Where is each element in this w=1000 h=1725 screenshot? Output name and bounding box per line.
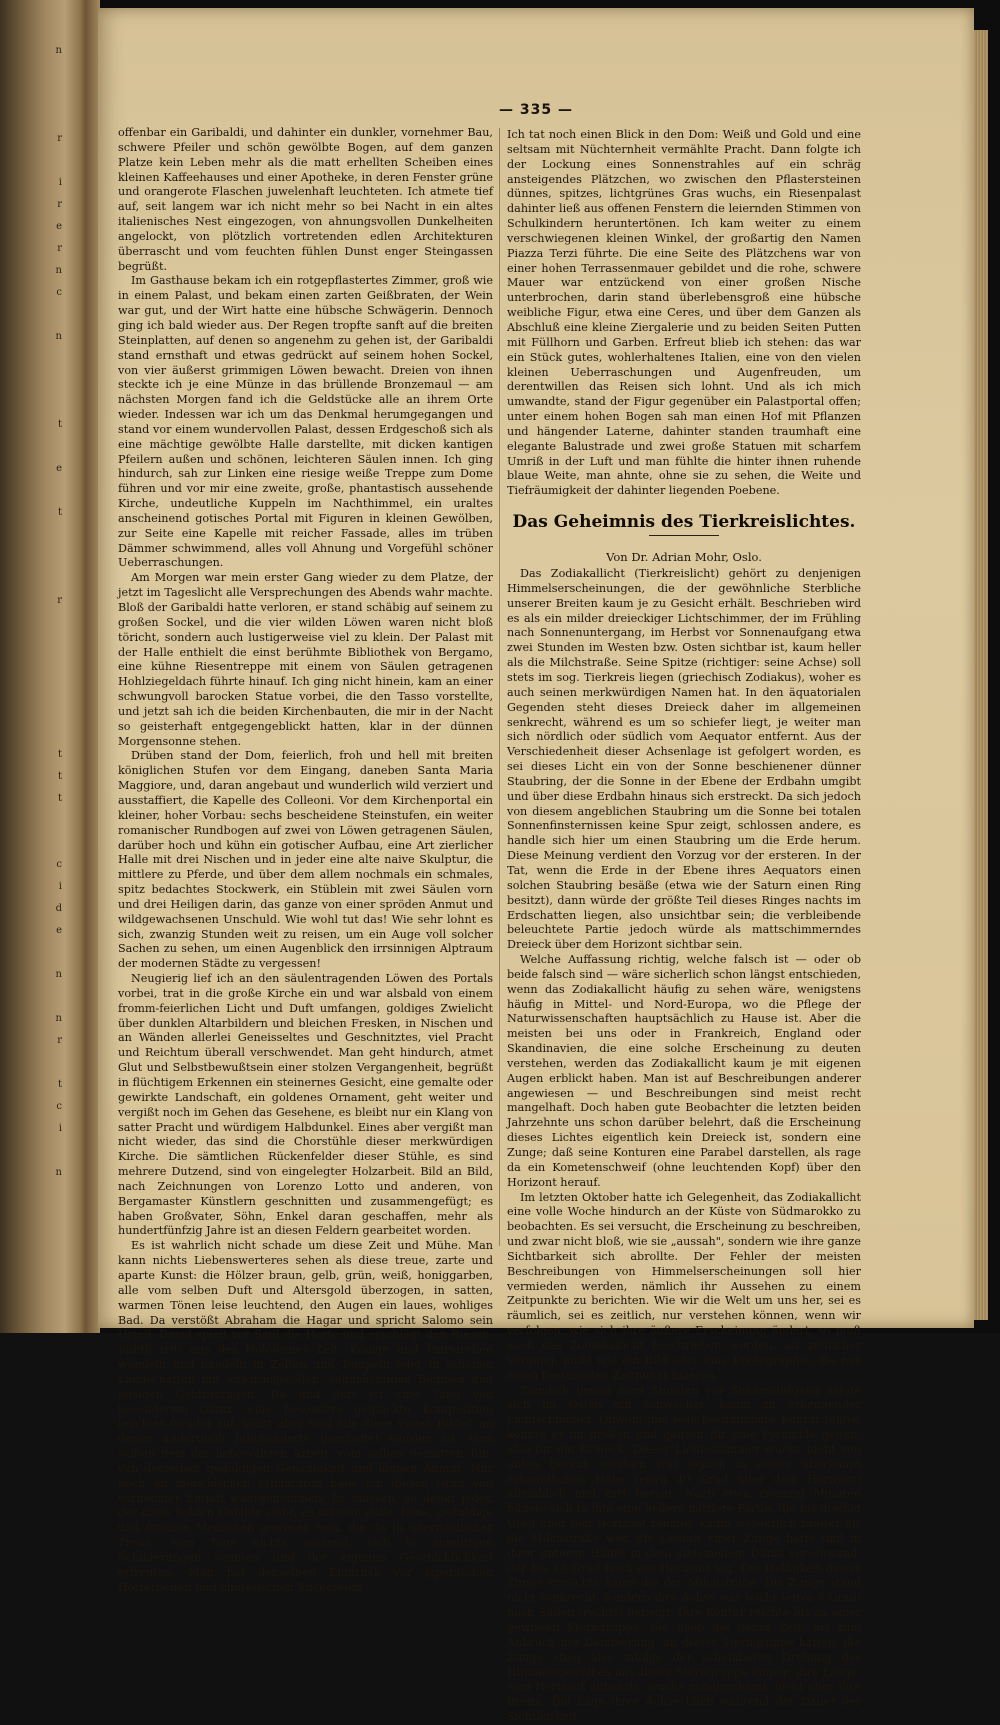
paragraph: Drüben stand der Dom, feierlich, froh und hell mit breiten königlichen Stufen vor dem Eingang, daneben Santa Maria Maggiore, und, daran angebaut und wunderlich wild verziert und ausstaffiert, die Kapelle des Colleoni. Vor dem Kirchenportal ein kleiner, hoher Vorbau: sechs bescheidene Steinstufen, ein weiter romanischer Rundbogen auf zwei von Löwen getragenen Säulen, darüber hoch und kühn ein gotischer Aufbau, eine Art zierlicher Halle mit drei Nischen und in jeder eine alte naive Skulptur, die mittlere zu Pferde, und über dem allem nochmals ein schmales, spitz bedachtes Stockwerk, ein Stüblein mit zwei Säulen vorn und drei Heiligen darin, das ganze von einer spröden Anmut und wildgewachsenen Unschuld. Wie wohl tut das! Wie sehr lohnt es sich, zwanzig Stunden weit zu reisen, um ein Auge voll solcher Sachen zu sehen, um einen Augenblick den irrsinnigen Alptraum der modernen Städte zu vergessen! xyxy=(118,749,493,971)
left-column xyxy=(118,126,493,1596)
title-divider xyxy=(649,535,719,536)
column-divider xyxy=(499,128,500,1246)
paragraph: offenbar ein Garibaldi, und dahinter ein dunkler, vornehmer Bau, schwere Pfeiler und schön gewölbte Bogen, auf dem ganzen Platze kein Leben mehr als die matt erhellten Scheiben eines kleinen Kaffeehauses und einer Apotheke, in deren Fenster grüne und orangerote Flaschen juwelenhaft leuchteten. Ich atmete tief auf, seit langem war ich nicht mehr so bei Nacht in ein altes italienisches Nest eingezogen, von ahnungsvollen Dunkelheiten angelockt, von plötzlich vortretenden edlen Architekturen überrascht und vom feuchten fühlen Dunst enger Steingassen begrüßt. xyxy=(118,126,493,273)
page-stack-edge xyxy=(974,30,988,1320)
paragraph: Im letzten Oktober hatte ich Gelegenheit, das Zodiakallicht eine volle Woche hindurch an der Küste von Südmarokko zu beobachten. Es sei versucht, die Erscheinung zu beschreiben, und zwar nicht bloß, wie sie „aussah", sondern wie ihre ganze Sichtbarkeit sich abrollte. Der Fehler der meisten Beschreibungen von Himmelserscheinungen soll hier vermieden werden, nämlich ihr Aussehen zu einem Zeitpunkte zu berichten. Wie wir die Welt um uns her, sei es räumlich, sei es zeitlich, nur verstehen können, wenn wir verfolgen, wie sich ihre äußere Erscheinung ändert, so muß auch das Zodiakallicht beschrieben werden, als zeitlicher Vorgang, nicht wie ein Bild oder eine Photographie, die nur einen bestimmten Zeitpunkt fixieren. xyxy=(507,1190,861,1382)
paragraph: Es ist wahrlich nicht schade um diese Zeit und Mühe. Man kann nichts Liebenswerteres sehen als diese treue, zarte und aparte Kunst: die Hölzer braun, gelb, grün, weiß, honiggarben, alle vom selben Duft und Altersgold überzogen, in satten, warmen Tönen leise leuchtend, den Augen ein laues, wohliges Bad. Da verstößt Abraham die Hagar und spricht Salomo sein Urteil, David spielt vor Saul die Harfe und erschlägt den Riesen, Judith tritt aus des Holofernes Zelt, Könige und Patriarchen wandeln und handeln in Zelten und Tempeln oder in schönen Landschaften mit ausdrucksvollen, sehnsüchtigen Bäumen und felsigen Gebirgszügen. Da und dort ist eine Tafel von besonderem Glanz, eine besonders geglückte Komposition leuchtet freudig auf, sonst aber sind alle diese vielen Bilder, an denen anderthalb Jahrhunderte gearbeitet worden ist, vom selben Reiz der liebevollsten Arbeit, vom selben tiefsatten Ton, von derselben geduldigen Genauigkeit und klugen Anmut. Nur noch an mönchischen Miniaturen habe ich diesen Grad von vornehmer Einfalt wahrgenommen. Es müssen, so denkt jeder, der diese holden Gebilde sieht, es müssen stille, feine, geduldige und fromme Menschen gewesen sein, die da in unermüdlicher Treue, vom Tage nichts wissend, sich in anmutigen Schilderungen sonnten und der eigenen Geschicklichkeit erfreuten. Man hat denselben Eindruck vor japanischen Holzarbeiten und chinesischen Stickereien. xyxy=(118,1239,493,1594)
paragraph: Im Gasthause bekam ich ein rotgepflastertes Zimmer, groß wie in einem Palast, und bekam einen zarten Geißbraten, der Wein war gut, und der Wirt hatte eine hübsche Schwägerin. Dennoch ging ich bald wieder aus. Der Regen tropfte sanft auf die breiten Steinplatten, auf denen so angenehm zu gehen ist, der Garibaldi stand ernsthaft und etwas gedrückt auf seinem hohen Sockel, von vier äußerst grimmigen Löwen bewacht. Dreien von ihnen steckte ich je eine Münze in das brüllende Bronzemaul — am nächsten Morgen fand ich die Geldstücke alle an ihrem Orte wieder. Indessen war ich um das Denkmal herumgegangen und stand vor einem wundervollen Palast, dessen Erdgeschoß sich als eine mächtige gewölbte Halle darstellte, mit dicken kantigen Pfeilern außen und schönen, leichteren Säulen innen. Ich ging hindurch, sah zur Linken eine riesige weiße Treppe zum Dome führen und vor mir eine zweite, große, phantastisch aussehende Kirche, undeutliche Kuppeln im Nachthimmel, ein uraltes anscheinend gotisches Portal mit Figuren in kleinen Gewölben, zur Seite eine Kapelle mit reicher Fassade, alles im trüben Dämmer schwimmend, alles voll Ahnung und Vorgefühl schöner Ueberraschungen. xyxy=(118,274,493,570)
page-number: — 335 — xyxy=(499,102,573,118)
paragraph: Am Morgen war mein erster Gang wieder zu dem Platze, der jetzt im Tageslicht alle Versprechungen des Abends wahr machte. Bloß der Garibaldi hatte verloren, er stand schäbig auf seinem zu großen Sockel, und die vier wilden Löwen waren nicht bloß töricht, sondern auch lustigerweise viel zu klein. Der Palast mit der Halle enthielt die einst berühmte Bibliothek von Bergamo, eine kühne Riesentreppe mit einem von Säulen getragenen Hohlziegeldach führte hinauf. Ich ging nicht hinein, kam an einer schwungvoll barocken Statue vorbei, die den Tasso vorstellte, und jetzt sah ich die beiden Kirchenbauten, die mir in der Nacht so geisterhaft entgegengeblickt hatten, klar in der dünnen Morgensonne stehen. xyxy=(118,571,493,748)
paragraph: Neugierig lief ich an den säulentragenden Löwen des Portals vorbei, trat in die große Kirche ein und war alsbald von einem fromm-feierlichen Licht und Duft umfangen, goldiges Zwielicht über dunklen Altarbildern und bleichen Fresken, in Nischen und an Wänden allerlei Geneisseltes und Geschnitztes, viel Pracht und Reichtum überall verschwendet. Man geht hindurch, atmet Glut und Selbstbewußtsein einer stolzen Vergangenheit, begrüßt in flüchtigem Erkennen ein steinernes Gesicht, eine gemalte oder gewirkte Landschaft, ein goldenes Ornament, geht weiter und vergißt noch im Gehen das Gesehene, es bleibt nur ein Klang von satter Pracht und würdigem Halbdunkel. Eines aber vergißt man nicht wieder, das sind die Chorstühle dieser merkwürdigen Kirche. Die sämtlichen Rückenfelder dieser Stühle, es sind mehrere Dutzend, sind von eingelegter Holzarbeit. Bild an Bild, nach Zeichnungen von Lorenzo Lotto und anderen, von Bergamaster Künstlern geschnitten und zusammengefügt; es haben Großvater, Söhn, Enkel daran geschaffen, mehr als hundertfünfzig Jahre ist an diesen Feldern gearbeitet worden. xyxy=(118,972,493,1238)
book-gutter xyxy=(64,0,100,1333)
right-column xyxy=(507,128,861,1725)
paragraph: Ziemlich genau zwei Stunden vor Sonnenaufgang zeigte sich im Osten ein schwacher, kaum zu erkennender Lichtschimmer. Obwohl ihm jede bestimmbare Kontur fehlte, konnte er im großen und ganzen für eine Pyramide gelten, also für ein Dreieck. Dieser Lichtschimmer wuchs nicht von unten herauf, sondern trat jeglich in seiner überhaupt erkenntlichen Höhe (etwa 40 Grad über dem Horizont) allmählich und zart hervor. Nach etwa zwanzig Minuten bildete sich in ihm eine hellere mittlere Partie, die bis dreißig Grad über den Horizont reichte, kaum wesentlich breiter als die Milchstraße war, die Gestalt einer Zunge hatte und in ihrer unteren Hälfte in dem allgemeinen Dunst verschwand, der bis 15 Grad hoch am Horizont lag. Die Helligkeit dieser Zunge erreichte kaum die der Milchstraße. Die Zunge stand nicht senkrecht, sondern ihre Achse war leicht (etwa 8 Grad) nach Süden (rechts) geneigt. Ihre Kontur reichte bis zu einer gewissen Sterngruppe. Sie blieb die ganze Zeit, bis zum Anbruch der Dämmerung, an dieser Sterngruppe haften; die Zunge stieg also infolge der scheinbaren Drehung des Himmelsgewölbes mit dieser Sterngruppe empor; ihre Länge, vom Horizont aufwärts, wuchs entsprechend, nicht aber ihre Breite. Die Lage ihrer Achse blieb während der Dauer der Sichtbarkeit xyxy=(507,1383,861,1724)
article-title: Das Geheimnis des Tierkreislichtes. xyxy=(512,512,856,533)
paragraph: Das Zodiakallicht (Tierkreislicht) gehört zu denjenigen Himmelserscheinungen, die der gewöhnliche Sterbliche unserer Breiten kaum je zu Gesicht erhält. Beschrieben wird es als ein milder dreieckiger Lichtschimmer, der im Frühling nach Sonnenuntergang, im Herbst vor Sonnenaufgang etwa zwei Stunden im Westen bzw. Osten sichtbar ist, kaum heller als die Milchstraße. Seine Spitze (richtiger: seine Achse) soll stets im sog. Tierkreis liegen (griechisch Zodiakus), woher es auch seinen merkwürdigen Namen hat. In den äquatorialen Gegenden steht dieses Dreieck daher im allgemeinen senkrecht, während es um so schiefer liegt, je weiter man sich nördlich oder südlich vom Aequator entfernt. Aus der Verschiedenheit dieser Achsenlage ist gefolgert worden, es sei dieses Licht ein von der Sonne beschienener dünner Staubring, der die Sonne in der Ebene der Erdbahn umgibt und über diese Erdbahn hinaus sich erstreckt. Da sich jedoch von diesem angeblichen Staubring um die Sonne bei totalen Sonnenfinsternissen keine Spur zeigt, schlossen andere, es handle sich hier um einen Staubring um die Erde herum. Diese Meinung verdient den Vorzug vor der ersteren. In der Tat, wenn die Erde in der Ebene ihres Aequators einen solchen Staubring besäße (etwa wie der Saturn einen Ring besitzt), dann würde der größte Teil dieses Ringes nachts im Erdschatten liegen, also unsichtbar sein; die verbleibende beleuchtete Partie jedoch würde als mattschimmerndes Dreieck über dem Horizont sichtbar sein. xyxy=(507,567,861,952)
facing-page-edge xyxy=(0,0,64,1333)
facing-page-text-fragments: n r i r e r n c n t e t r t t t c i d e n n r t c i n xyxy=(55,45,62,1178)
paragraph: Ich tat noch einen Blick in den Dom: Weiß und Gold und eine seltsam mit Nüchternheit vermählte Pracht. Dann folgte ich der Lockung eines Sonnenstrahles auf ein schräg ansteigendes Plätzchen, wo zwischen den Pflastersteinen dünnes, spitzes, lichtgrünes Gras wuchs, ein Riesenpalast dahinter ließ aus offenen Fenstern die leiernden Stimmen von Schulkindern heruntertönen. Ich kam weiter zu einem verschwiegenen kleinen Winkel, der großartig den Namen Piazza Terzi führte. Die eine Seite des Plätzchens war von einer hohen Terrassenmauer gebildet und die rohe, schwere Mauer war entzückend von einer großen Nische unterbrochen, darin stand überlebensgroß eine hübsche weibliche Figur, etwa eine Ceres, und über dem Ganzen als Abschluß eine kleine Ziergalerie und zu beiden Seiten Putten mit Füllhorn und Garben. Erfreut blieb ich stehen: das war ein Stück gutes, wohlerhaltenes Italien, eine von den vielen kleinen Ueberraschungen und Augenfreuden, um derentwillen das Reisen sich lohnt. Und als ich mich umwandte, stand der Figur gegenüber ein Palastportal offen; unter einem hohen Bogen sah man einen Hof mit Pflanzen und hängender Laterne, dahinter standen traumhaft eine elegante Balustrade und zwei große Statuen mit scharfem Umriß in der Luft und man fühlte die hinter ihnen ruhende blaue Weite, man ahnte, ohne sie zu sehen, die Weite und Tiefräumigkeit der dahinter liegenden Poebene. xyxy=(507,128,861,498)
paragraph: Welche Auffassung richtig, welche falsch ist — oder ob beide falsch sind — wäre sicherlich schon längst entschieden, wenn das Zodiakallicht häufig zu sehen wäre, wenigstens häufig in Mittel- und Nord-Europa, wo die Pflege der Naturwissenschaften hauptsächlich zu Hause ist. Aber die meisten bei uns oder in Frankreich, England oder Skandinavien, die eine solche Erscheinung zu deuten verstehen, werden das Zodiakallicht kaum je mit eigenen Augen erblickt haben. Man ist auf Beschreibungen anderer angewiesen — und Beschreibungen sind meist recht mangelhaft. Doch haben gute Beobachter die letzten beiden Jahrzehnte uns schon darüber belehrt, daß die Erscheinung dieses Lichtes eigentlich kein Dreieck ist, sondern eine Zunge; daß seine Konturen eine Parabel darstellen, als rage da ein Kometenschweif (ohne leuchtenden Kopf) über den Horizont herauf. xyxy=(507,953,861,1189)
article-byline: Von Dr. Adrian Mohr, Oslo. xyxy=(606,550,762,565)
